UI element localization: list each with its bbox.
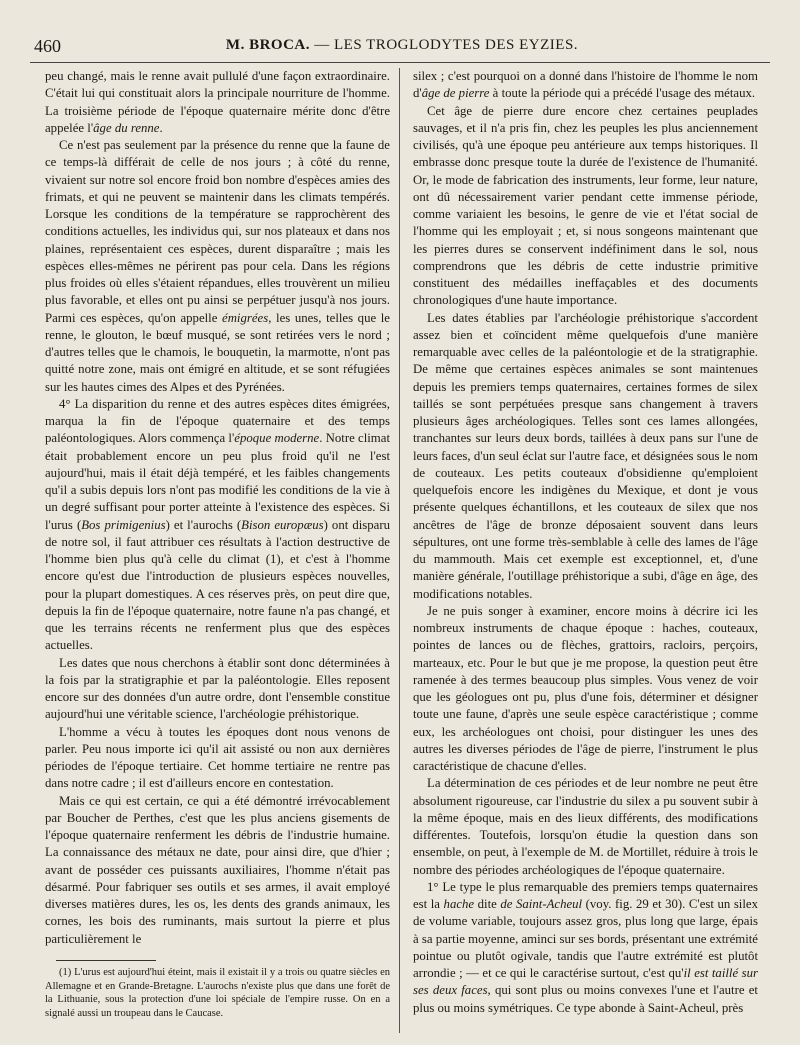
italic-text: de Saint-Acheul (500, 897, 583, 911)
footnote-rule (56, 960, 156, 961)
italic-text: émigrées (222, 310, 269, 325)
footnote-text: (1) L'urus est aujourd'hui éteint, mais il existait il y a trois ou quatre siècles en Allemagne et en Grande-Bretagne. L'aurochs n'existe plus que dans une forêt de la Lithuanie, sous la protection d'une loi spéciale de l'empire russe. On en a signalé aussi un troupeau dans le Caucase. (45, 967, 390, 1019)
paragraph (45, 137, 390, 396)
text-run: peu changé, mais le renne avait pullulé d'une façon extraordinaire. C'était lui qui constituait alors la principale nourriture de l'homme. La troisième période de l'époque quaternaire mérite donc d'être appelée l' (45, 69, 390, 135)
italic-text: Bison europæus (241, 517, 324, 532)
header-author: M. BROCA. (225, 37, 310, 53)
paragraph (413, 103, 758, 310)
header-rule (30, 62, 770, 63)
text-run: 4° La disparition du renne et des autres espèces dites émigrées, marqua la fin de l'époque quaternaire et des temps paléontologiques. Alors commença l' (45, 396, 390, 446)
paragraph (413, 310, 758, 603)
paragraph (45, 655, 390, 724)
text-run: Je ne puis songer à examiner, encore moins à décrire ici les nombreux instruments de chaque époque : haches, couteaux, pointes de lances ou de flèches, grattoirs, racloirs, perçoirs, marteaux, etc. Pour le but que je me propose, la question peut être ramenée à des termes beaucoup plus simples. Vous venez de voir que les géologues ont pu, plus d'une fois, déterminer et désigner toute une faune, d'après une seule espèce caractéristique ; comme eux, les archéologues ont choisi, pour distinguer les unes des autres les diverses périodes de l'âge de pierre, l'instrument le plus caractéristique de chacune d'elles. (413, 603, 758, 773)
text-run: à toute la période qui a précédé l'usage des métaux. (489, 86, 756, 101)
paragraph (413, 775, 758, 879)
text-run: (voy. fig. 29 et 30). C'est un silex de volume variable, toujours assez gros, plus long que large, épais à sa partie moyenne, aminci sur ses bords, présentant une extrémité pointue ou plutôt ogivale, tandis que l'autre extrémité est plutôt arrondie ; — et ce qui le caractérise surtout, c'est qu' (413, 897, 758, 980)
footnote (45, 966, 390, 1020)
text-run: dite (474, 897, 501, 911)
text-run: ) ont disparu de notre sol, il faut attribuer ces résultats à l'action destructive de l'homme bien plus qu'à celle du climat (1), et c'est à l'homme encore qu'est due l'introduction de plusieurs espèces nouvelles, pour la plupart domestiques. A ces réserves près, on peut dire que, depuis la fin de l'époque quaternaire, notre faune n'a pas changé, et que les terrains récents ne renferment plus que des espèces actuelles. (45, 517, 390, 653)
italic-text: Bos primigenius (81, 517, 166, 532)
text-run: L'homme a vécu à toutes les époques dont nous venons de parler. Peu nous importe ici qu'il ait assisté ou non aux dernières périodes de l'époque tertiaire. Cet homme tertiaire ne rentre pas dans notre cadre ; il est d'ailleurs encore en contestation. (45, 724, 390, 791)
paragraph (413, 68, 758, 103)
text-run: , qui sont plus ou moins convexes l'une et l'autre et plus ou moins symétriques. Ce type abonde à Saint-Acheul, près (413, 983, 758, 1015)
text-run: ) et l'aurochs ( (165, 517, 242, 532)
text-run: Cet âge de pierre dure encore chez certaines peuplades sauvages, et il n'a pris fin, chez les peuples les plus anciennement civilisés, qu'à une époque peu antérieure aux temps historiques. Il embrasse donc presque toute la durée de l'existence de l'humanité. Or, le mode de fabrication des instruments, leur forme, leur nature, ont dû nécessairement varier pendant cette immense période, comme variaient les besoins, le genre de vie et l'état social de l'homme qui les employait ; et, si nous songeons maintenant que les pierres dures se conservent indéfiniment dans le sol, nous comprendrons que les débris de cette industrie primitive constituent des médailles ineffaçables et des documents chronologiques d'une haute importance. (413, 103, 758, 308)
italic-text: époque moderne (234, 431, 320, 446)
italic-text: hache (443, 897, 475, 911)
paragraph (45, 793, 390, 948)
page-number: 460 (34, 36, 61, 56)
text-run: . Notre climat était probablement encore un peu plus froid qu'il ne l'est aujourd'hui, mais il était déjà tempéré, et les faibles changements qu'il a subis depuis lors n'ont pas modifié les conditions de la vie à un degré suffisant pour porter atteinte à l'existence des espèces. Si l'urus ( (45, 431, 390, 532)
paragraph (45, 68, 390, 137)
running-header (34, 36, 770, 58)
text-run: Les dates que nous cherchons à établir sont donc déterminées à la fois par la stratigraphie et par la paléontologie. Elles reposent encore sur des données d'un autre ordre, dont l'ensemble constitue aujourd'hui une véritable science, l'archéologie préhistorique. (45, 655, 390, 722)
text-run: La détermination de ces périodes et de leur nombre ne peut être absolument rigoureuse, car l'industrie du silex a pu souvent subir à la même époque, mais en des lieux différents, des modifications différentes. Toutefois, lorsqu'on étudie la question dans son ensemble, on peut, à l'exemple de M. de Mortillet, réduire à trois le nombre des périodes archéologiques de l'époque quaternaire. (413, 776, 758, 877)
italic-text: il est taillé sur ses deux faces (413, 966, 758, 998)
text-run: Mais ce qui est certain, ce qui a été démontré irrévocablement par Boucher de Perthes, c'est que les plus anciens gisements de l'époque quaternaire renferment les débris de l'industrie humaine. La connaissance des métaux ne date, pour ainsi dire, que d'hier ; avant de posséder ces puissants auxiliaires, l'homme n'était pas désarmé. Pour fabriquer ses outils et ses armes, il avait employé diverses matières dures, les os, les dents des grands animaux, les cornes, les bois des ruminants, mais surtout la pierre et plus particulièrement le (45, 793, 390, 946)
italic-text: âge du renne (93, 120, 160, 135)
column-divider (399, 68, 400, 1033)
text-run: Ce n'est pas seulement par la présence du renne que la faune de ce temps-là différait de celle de nos jours ; à côté du renne, vivaient sur notre sol encore froid bon nombre d'espèces amies des frimats, et qui ne peuvent se maintenir dans les climats tempérés. Lorsque les conditions de la température se rapprochèrent des conditions actuelles, les individus qui, sur nos plateaux et dans nos plaines, représentaient ces espèces, durent disparaître ; mais les espèces elles-mêmes ne périrent pas pour cela. Dans les régions plus froides où elles s'étaient répandues, elles trouvèrent un milieu plus favorable, et elles ont pu ainsi se perpétuer jusqu'à nos jours. Parmi ces espèces, qu'on appelle (45, 138, 390, 325)
paragraph (45, 724, 390, 793)
left-column (45, 68, 390, 960)
running-title (34, 37, 770, 54)
right-column (413, 68, 758, 1033)
text-run: . (159, 120, 163, 135)
paragraph (413, 879, 758, 1017)
paragraph (413, 603, 758, 776)
text-run: Les dates établies par l'archéologie préhistorique s'accordent assez bien et coïncident même quelquefois d'une manière remarquable avec celles de la paléontologie et de la stratigraphie. De même que certaines espèces animales se sont maintenues depuis les premiers temps quaternaires, certaines formes de silex taillés se sont perpétuées presque sans changement à travers plusieurs âges archéologiques. Telles sont ces lames allongées, tranchantes sur leurs deux bords, taillées à deux pans sur l'une de leurs faces, d'un seul éclat sur l'autre face, et désignées sous le nom de couteaux. Les petits couteaux d'obsidienne qu'emploient quelquefois encore les indigènes du Mexique, et dont je vous présente quelques échantillons, et les couteaux de silex que nos ancêtres de l'âge de bronze déposaient souvent dans leurs sépultures, ont une forme très-semblable à celle des lames de l'âge du mammouth. Mais cet exemple est exceptionnel, et, d'une manière générale, l'outillage préhistorique a subi, d'âge en âge, des modifications notables. (413, 310, 758, 601)
paragraph (45, 396, 390, 655)
header-separator: — (314, 37, 330, 53)
header-title: LES TROGLODYTES DES EYZIES. (334, 37, 579, 53)
text-run: , les unes, telles que le renne, le glouton, le bœuf musqué, se sont retirées vers le nord ; d'autres telles que le chamois, le bouquetin, la marmotte, n'ont pas quitté notre zone, mais ont émigré en altitude, et se sont réfugiées sur les hautes cimes des Alpes et des Pyrénées. (45, 310, 390, 394)
text-run: silex ; c'est pourquoi on a donné dans l'histoire de l'homme le nom d' (413, 69, 758, 101)
italic-text: âge de pierre (421, 86, 490, 101)
text-run: 1° Le type le plus remarquable des premiers temps quaternaires est la (413, 879, 758, 911)
